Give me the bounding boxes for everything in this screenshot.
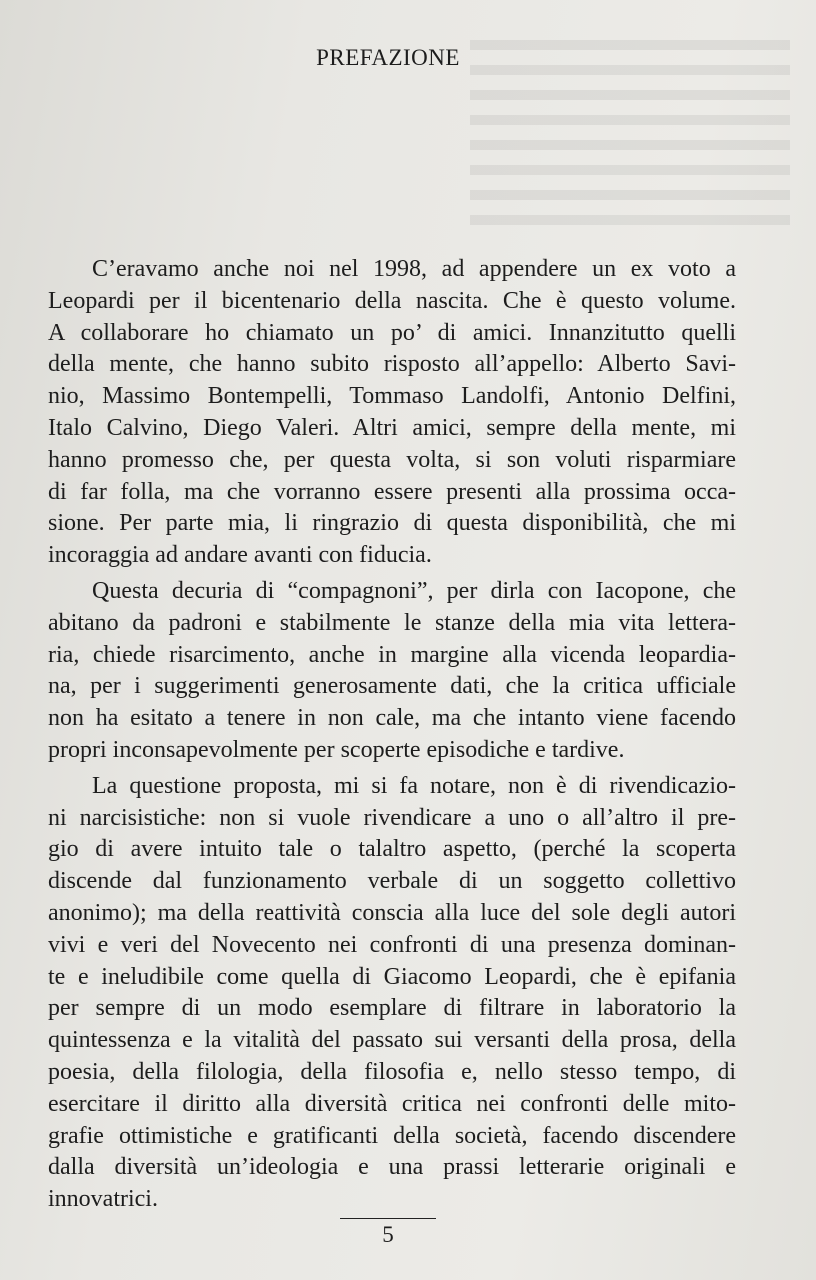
text-line: A collaborare ho chiamato un po’ di amici. Innanzitutto quelli <box>48 319 736 346</box>
text-line: grafie ottimistiche e gratificanti della società, facendo discendere <box>48 1122 736 1149</box>
text-line: propri inconsapevolmente per scoperte episodiche e tardive. <box>48 736 625 763</box>
text-line: nio, Massimo Bontempelli, Tommaso Landolfi, Antonio Delfini, <box>48 383 736 410</box>
text-line: dalla diversità un’ideologia e una prassi letterarie originali e <box>48 1154 736 1181</box>
text-line: della mente, che hanno subito risposto all’appello: Alberto Savi- <box>48 351 736 378</box>
text-line: poesia, della filologia, della filosofia e, nello stesso tempo, di <box>48 1058 736 1085</box>
text-line: ria, chiede risarcimento, anche in margine alla vicenda leopardia- <box>48 641 736 668</box>
text-line: La questione proposta, mi si fa notare, non è di rivendicazio- <box>92 772 736 799</box>
text-line: quintessenza e la vitalità del passato sui versanti della prosa, della <box>48 1027 736 1054</box>
text-line: gio di avere intuito tale o talaltro aspetto, (perché la scoperta <box>48 836 736 863</box>
text-line: esercitare il diritto alla diversità critica nei confronti delle mito- <box>48 1090 736 1117</box>
page-title: PREFAZIONE <box>316 45 460 70</box>
text-line: Italo Calvino, Diego Valeri. Altri amici, sempre della mente, mi <box>48 414 736 441</box>
text-line: C’eravamo anche noi nel 1998, ad appendere un ex voto a <box>92 256 736 282</box>
text-line: na, per i suggerimenti generosamente dati, che la critica ufficiale <box>48 673 736 700</box>
text-line: vivi e veri del Novecento nei confronti di una presenza dominan- <box>48 931 736 958</box>
footer-rule <box>340 1218 436 1219</box>
text-line: incoraggia ad andare avanti con fiducia. <box>48 542 432 569</box>
text-line: hanno promesso che, per questa volta, si son voluti risparmiare <box>48 446 736 473</box>
body-text <box>48 254 736 1220</box>
text-line: Leopardi per il bicentenario della nascita. Che è questo volume. <box>48 287 736 314</box>
text-line: per sempre di un modo esemplare di filtrare in laboratorio la <box>48 995 736 1022</box>
text-line: Questa decuria di “compagnoni”, per dirla con Iacopone, che <box>92 577 736 604</box>
page-number: 5 <box>382 1222 394 1247</box>
text-line: non ha esitato a tenere in non cale, ma che intanto viene facendo <box>48 705 736 732</box>
text-line: discende dal funzionamento verbale di un soggetto collettivo <box>48 868 736 895</box>
text-line: abitano da padroni e stabilmente le stanze della mia vita lettera- <box>48 609 736 636</box>
text-line: anonimo); ma della reattività conscia alla luce del sole degli autori <box>48 899 736 926</box>
text-line: ni narcisistiche: non si vuole rivendicare a uno o all’altro il pre- <box>48 804 736 831</box>
paragraph <box>48 254 736 572</box>
paragraph <box>48 576 736 767</box>
text-line: te e ineludibile come quella di Giacomo Leopardi, che è epifania <box>48 963 736 990</box>
text-line: sione. Per parte mia, li ringrazio di questa disponibilità, che mi <box>48 510 736 537</box>
paragraph <box>48 771 736 1216</box>
text-line: innovatrici. <box>48 1186 158 1213</box>
text-line: di far folla, ma che vorranno essere presenti alla prossima occa- <box>48 478 736 505</box>
